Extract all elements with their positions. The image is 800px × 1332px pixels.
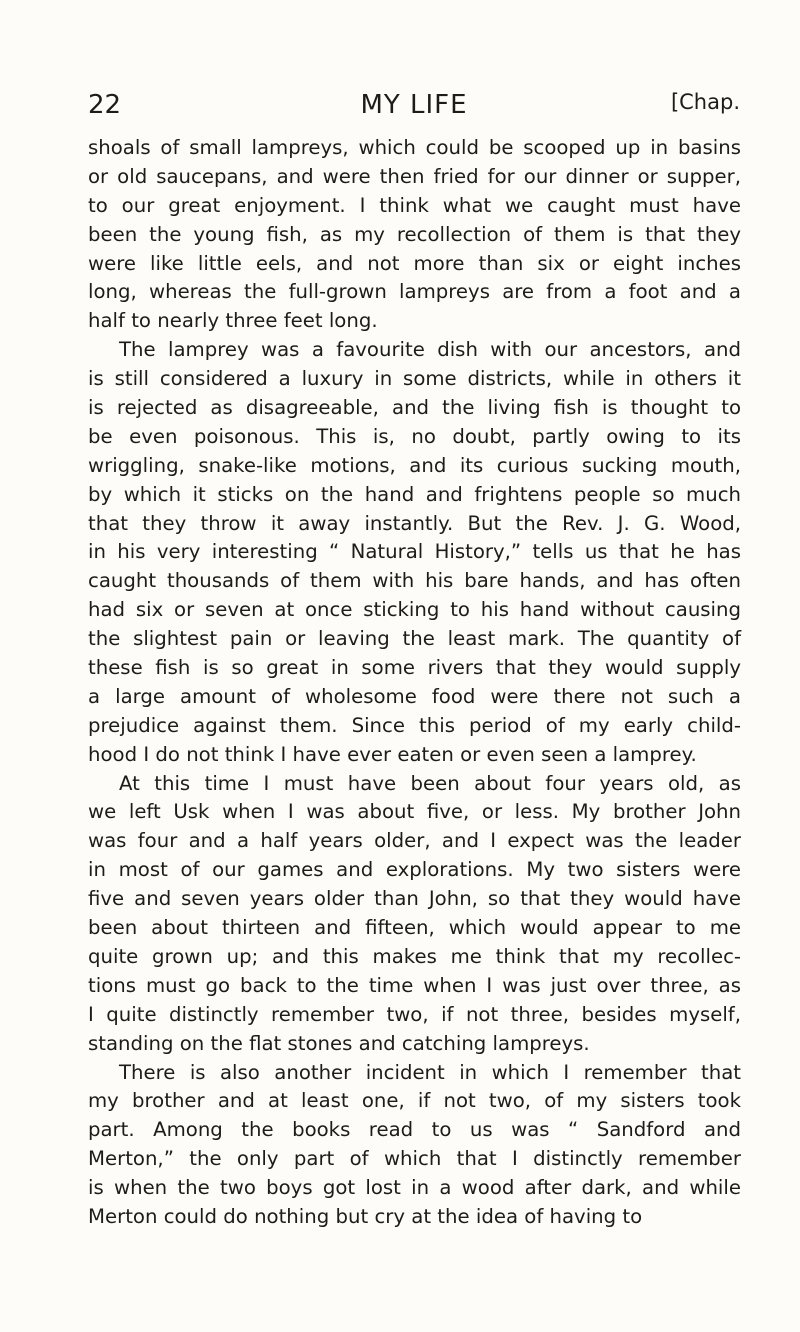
text-line: long, whereas the full-grown lampreys are from a foot and a xyxy=(88,280,741,304)
text-line: five and seven years older than John, so that they would have xyxy=(88,887,741,911)
text-line: prejudice against them. Since this period of my early child- xyxy=(88,713,741,737)
text-line: was four and a half years older, and I expect was the leader xyxy=(88,829,741,853)
text-line: shoals of small lampreys, which could be scooped up in basins xyxy=(88,136,741,159)
text-line: in his very interesting “ Natural History,” tells us that he has xyxy=(88,540,741,564)
text-line: I quite distinctly remember two, if not three, besides myself, xyxy=(88,1002,741,1026)
text-line: to our great enjoyment. I think what we caught must have xyxy=(88,193,741,217)
chapter-label: [Chap. xyxy=(670,90,740,114)
paragraph xyxy=(88,134,741,336)
text-line: were like little eels, and not more than six or eight inches xyxy=(88,251,741,275)
text-line: these fish is so great in some rivers that they would supply xyxy=(88,656,741,680)
running-header xyxy=(88,90,740,122)
text-line: in most of our games and explorations. My two sisters were xyxy=(88,858,741,882)
text-line: the slightest pain or leaving the least mark. The quantity of xyxy=(88,627,741,651)
page-number: 22 xyxy=(88,90,122,120)
text-line: by which it sticks on the hand and frightens people so much xyxy=(88,482,741,506)
text-line: wriggling, snake-like motions, and its curious sucking mouth, xyxy=(88,453,741,477)
text-line: hood I do not think I have ever eaten or even seen a lamprey. xyxy=(88,742,697,766)
text-line: had six or seven at once sticking to his hand without causing xyxy=(88,598,741,622)
paragraph xyxy=(88,336,741,769)
text-line: There is also another incident in which I remember that xyxy=(119,1060,741,1084)
paragraph xyxy=(88,770,741,1059)
text-line: Merton could do nothing but cry at the idea of having to xyxy=(88,1204,643,1228)
text-line: my brother and at least one, if not two, of my sisters took xyxy=(88,1089,741,1113)
running-title: MY LIFE xyxy=(360,90,468,120)
text-line: be even poisonous. This is, no doubt, partly owing to its xyxy=(88,424,741,448)
text-line: is rejected as disagreeable, and the living fish is thought to xyxy=(88,396,741,420)
text-line: At this time I must have been about four years old, as xyxy=(119,771,741,795)
text-line: quite grown up; and this makes me think that my recollec- xyxy=(88,944,741,968)
text-line: caught thousands of them with his bare hands, and has often xyxy=(88,569,741,593)
text-line: is when the two boys got lost in a wood after dark, and while xyxy=(88,1176,741,1200)
text-line: is still considered a luxury in some districts, while in others it xyxy=(88,367,741,391)
paragraph xyxy=(88,1059,741,1232)
text-line: or old saucepans, and were then fried for our dinner or supper, xyxy=(88,164,741,188)
text-line: tions must go back to the time when I was just over three, as xyxy=(88,973,741,997)
text-line: Merton,” the only part of which that I distinctly remember xyxy=(88,1147,741,1171)
text-line: a large amount of wholesome food were there not such a xyxy=(88,684,741,708)
text-line: standing on the flat stones and catching lampreys. xyxy=(88,1031,590,1055)
text-line: half to nearly three feet long. xyxy=(88,309,378,333)
text-line: been the young fish, as my recollection of them is that they xyxy=(88,222,741,246)
text-line: been about thirteen and fifteen, which would appear to me xyxy=(88,916,741,940)
body-text xyxy=(88,134,741,1232)
text-line: we left Usk when I was about five, or less. My brother John xyxy=(88,800,741,824)
text-line: that they throw it away instantly. But the Rev. J. G. Wood, xyxy=(88,511,741,535)
text-line: The lamprey was a favourite dish with our ancestors, and xyxy=(119,338,741,362)
text-line: part. Among the books read to us was “ Sandford and xyxy=(88,1118,741,1142)
